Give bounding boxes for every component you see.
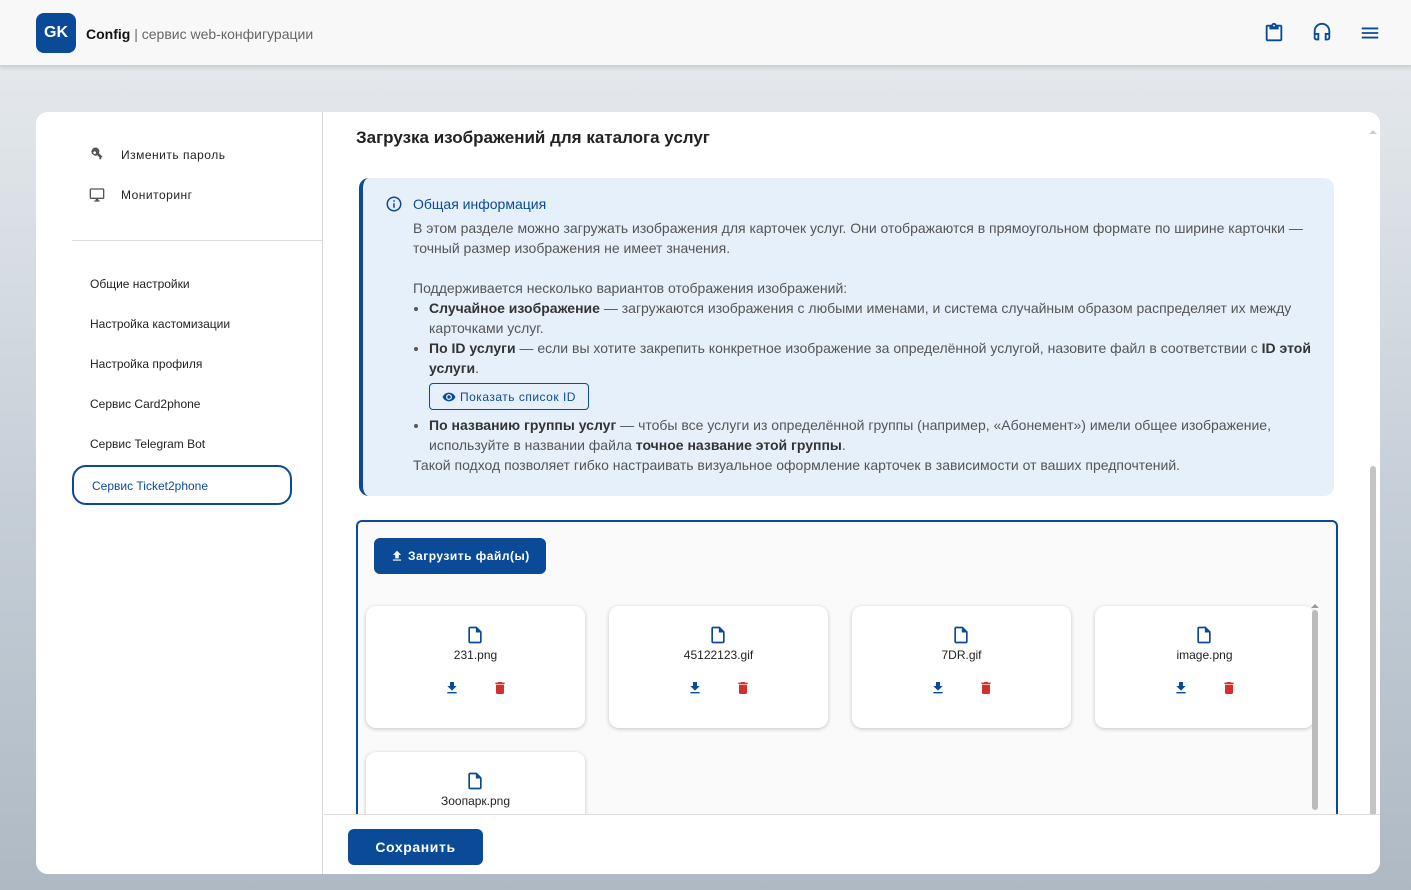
sidebar-item-label: Изменить пароль (121, 148, 226, 162)
file-card (366, 606, 585, 728)
info-title: Общая информация (413, 196, 547, 212)
delete-icon[interactable] (978, 679, 994, 697)
upload-icon (390, 549, 404, 563)
headset-icon[interactable] (1311, 22, 1333, 44)
file-name: 45122123.gif (683, 648, 754, 662)
file-name: Зоопарк.png (440, 794, 511, 808)
content-area (324, 112, 1380, 814)
monitor-icon (88, 186, 106, 204)
info-variants-list (429, 298, 1314, 455)
list-item: • По ID услуги — если вы хотите закрепить конкретное изображение за определённой услугой, назовите файл в соответствии с ID этой услуги. Показать список ID (429, 338, 1314, 415)
sidebar-item-ticket2phone[interactable]: Сервис Ticket2phone (72, 465, 292, 505)
file-card (609, 606, 828, 728)
sidebar-item-telegram-bot[interactable]: Сервис Telegram Bot (90, 437, 206, 451)
file-name: 231.png (453, 648, 498, 662)
sidebar-item-change-password[interactable] (88, 145, 225, 165)
download-icon[interactable] (930, 679, 946, 697)
download-icon[interactable] (687, 679, 703, 697)
sidebar-item-general[interactable]: Общие настройки (90, 277, 190, 291)
inner-scrollbar-thumb[interactable] (1312, 610, 1318, 810)
info-box (359, 178, 1334, 496)
info-icon (385, 195, 403, 213)
sidebar-item-monitoring[interactable] (88, 185, 193, 205)
download-icon[interactable] (1173, 679, 1189, 697)
delete-icon[interactable] (1221, 679, 1237, 697)
top-bar (0, 0, 1411, 66)
delete-icon[interactable] (735, 679, 751, 697)
file-icon (708, 624, 728, 646)
footer-bar (324, 814, 1380, 874)
info-outro: Такой подход позволяет гибко настраивать визуальное оформление карточек в зависимости от ваших предпочтений. (413, 457, 1181, 473)
upload-files-button[interactable]: Загрузить файл(ы) (374, 538, 546, 574)
sidebar-item-card2phone[interactable]: Сервис Card2phone (90, 397, 201, 411)
sidebar-item-label: Мониторинг (121, 188, 193, 202)
brand-name: Config (86, 26, 131, 42)
list-item: • По названию группы услуг — чтобы все услуги из определённой группы (например, «Абонемент») имели общее изображение, используйте в названии файла точное название этой группы. (429, 415, 1314, 455)
show-id-list-button[interactable]: Показать список ID (429, 383, 589, 410)
file-icon (951, 624, 971, 646)
clipboard-icon[interactable] (1263, 22, 1285, 44)
outer-scroll-up-arrow[interactable] (1369, 130, 1377, 134)
sidebar-item-customization[interactable]: Настройка кастомизации (90, 317, 231, 331)
file-name: image.png (1176, 648, 1233, 662)
eye-icon (442, 390, 456, 404)
brand-separator: | (130, 26, 142, 42)
menu-icon[interactable] (1359, 22, 1381, 44)
brand-subtitle: сервис web-конфигурации (141, 26, 314, 42)
upload-area (356, 520, 1338, 814)
delete-icon[interactable] (492, 679, 508, 697)
file-icon (465, 624, 485, 646)
file-card (852, 606, 1071, 728)
page-title: Загрузка изображений для каталога услуг (356, 128, 710, 147)
file-icon (465, 770, 485, 792)
inner-scroll-up-arrow[interactable] (1311, 604, 1319, 608)
main-panel (36, 112, 1380, 874)
file-card (1095, 606, 1314, 728)
outer-scrollbar-thumb[interactable] (1370, 466, 1376, 816)
sidebar (36, 112, 323, 874)
download-icon[interactable] (444, 679, 460, 697)
file-card (366, 752, 585, 814)
app-brand (86, 26, 313, 42)
info-variants-intro: Поддерживается несколько вариантов отображения изображений: (413, 280, 848, 296)
list-item: • Случайное изображение — загружаются изображения с любыми именами, и система случайным образом распределяет их между карточками услуг. (429, 298, 1314, 338)
file-name: 7DR.gif (941, 648, 982, 662)
app-logo[interactable]: GK (36, 13, 76, 53)
info-intro: В этом разделе можно загружать изображения для карточек услуг. Они отображаются в прямоугольном формате по ширине карточки — точный размер изображения не имеет значения. (413, 220, 1303, 256)
save-button[interactable]: Сохранить (348, 829, 483, 865)
sidebar-divider (72, 240, 322, 241)
key-icon (88, 146, 106, 164)
sidebar-item-profile[interactable]: Настройка профиля (90, 357, 203, 371)
file-icon (1194, 624, 1214, 646)
